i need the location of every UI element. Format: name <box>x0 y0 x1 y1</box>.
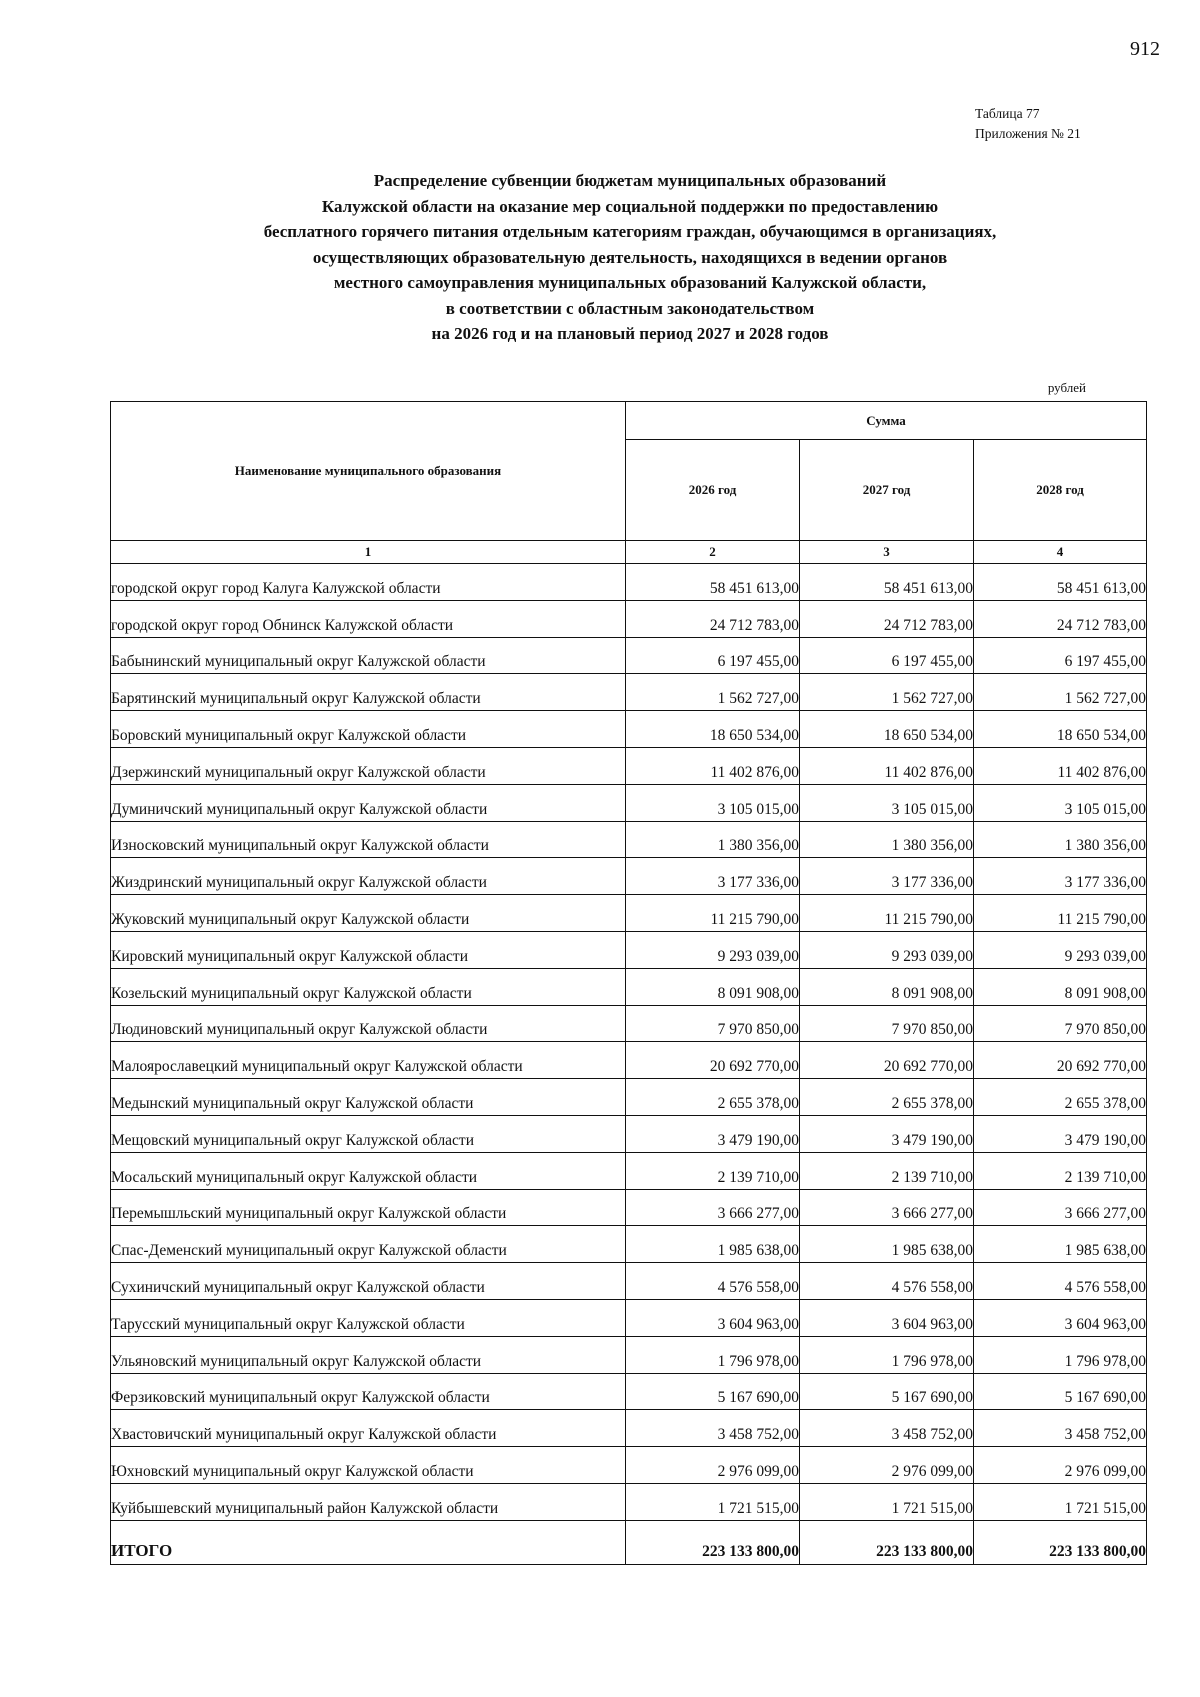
table-row <box>111 821 1147 858</box>
municipality-name: Барятинский муниципальный округ Калужской области <box>111 674 626 711</box>
header-year-2028: 2028 год <box>974 440 1147 541</box>
appendix-number: Приложения № 21 <box>975 126 1081 141</box>
amount-2026: 8 091 908,00 <box>626 968 800 1005</box>
amount-2028: 1 796 978,00 <box>974 1336 1147 1373</box>
amount-2028: 11 215 790,00 <box>974 895 1147 932</box>
amount-2026: 20 692 770,00 <box>626 1042 800 1079</box>
municipality-name: Кировский муниципальный округ Калужской области <box>111 931 626 968</box>
municipality-name: Малоярославецкий муниципальный округ Калужской области <box>111 1042 626 1079</box>
amount-2027: 1 985 638,00 <box>800 1226 974 1263</box>
table-row <box>111 1079 1147 1116</box>
total-label: ИТОГО <box>111 1520 626 1564</box>
amount-2026: 3 479 190,00 <box>626 1115 800 1152</box>
amount-2027: 1 796 978,00 <box>800 1336 974 1373</box>
total-2027: 223 133 800,00 <box>800 1520 974 1564</box>
amount-2028: 1 562 727,00 <box>974 674 1147 711</box>
amount-2026: 5 167 690,00 <box>626 1373 800 1410</box>
title-line: на 2026 год и на плановый период 2027 и 2028 годов <box>431 324 829 343</box>
amount-2028: 11 402 876,00 <box>974 747 1147 784</box>
amount-2028: 2 976 099,00 <box>974 1447 1147 1484</box>
amount-2027: 20 692 770,00 <box>800 1042 974 1079</box>
amount-2028: 3 666 277,00 <box>974 1189 1147 1226</box>
amount-2028: 58 451 613,00 <box>974 564 1147 601</box>
table-row <box>111 1189 1147 1226</box>
amount-2028: 1 721 515,00 <box>974 1483 1147 1520</box>
amount-2028: 3 105 015,00 <box>974 784 1147 821</box>
municipality-name: Козельский муниципальный округ Калужской области <box>111 968 626 1005</box>
amount-2026: 2 655 378,00 <box>626 1079 800 1116</box>
table-row <box>111 600 1147 637</box>
header-sum: Сумма <box>626 402 1147 440</box>
table-row <box>111 1005 1147 1042</box>
title-line: Калужской области на оказание мер социальной поддержки по предоставлению <box>321 196 939 216</box>
amount-2028: 9 293 039,00 <box>974 931 1147 968</box>
header-year-2026: 2026 год <box>626 440 800 541</box>
municipality-name: Жуковский муниципальный округ Калужской области <box>111 895 626 932</box>
amount-2028: 7 970 850,00 <box>974 1005 1147 1042</box>
amount-2028: 3 604 963,00 <box>974 1299 1147 1336</box>
title-line: Распределение субвенции бюджетам муниципальных образований <box>373 171 887 190</box>
amount-2027: 2 655 378,00 <box>800 1079 974 1116</box>
table-row <box>111 1226 1147 1263</box>
amount-2027: 18 650 534,00 <box>800 711 974 748</box>
municipality-name: Медынский муниципальный округ Калужской области <box>111 1079 626 1116</box>
table-row <box>111 1483 1147 1520</box>
total-2028: 223 133 800,00 <box>974 1520 1147 1564</box>
municipality-name: Боровский муниципальный округ Калужской области <box>111 711 626 748</box>
column-number: 3 <box>800 541 974 564</box>
municipality-name: Мещовский муниципальный округ Калужской области <box>111 1115 626 1152</box>
table-row <box>111 895 1147 932</box>
amount-2027: 11 402 876,00 <box>800 747 974 784</box>
table-row <box>111 711 1147 748</box>
amount-2026: 58 451 613,00 <box>626 564 800 601</box>
amount-2026: 18 650 534,00 <box>626 711 800 748</box>
amount-2027: 11 215 790,00 <box>800 895 974 932</box>
table-row <box>111 1410 1147 1447</box>
amount-2026: 1 562 727,00 <box>626 674 800 711</box>
municipality-name: Хвастовичский муниципальный округ Калужской области <box>111 1410 626 1447</box>
table-row <box>111 931 1147 968</box>
title-line: в соответствии с областным законодательством <box>445 298 815 318</box>
header-name: Наименование муниципального образования <box>111 402 626 541</box>
amount-2026: 11 402 876,00 <box>626 747 800 784</box>
amount-2026: 3 666 277,00 <box>626 1189 800 1226</box>
units-label: рублей <box>1047 380 1086 395</box>
table-row <box>111 784 1147 821</box>
column-number: 2 <box>626 541 800 564</box>
amount-2026: 1 985 638,00 <box>626 1226 800 1263</box>
column-number: 4 <box>974 541 1147 564</box>
amount-2026: 1 380 356,00 <box>626 821 800 858</box>
header-year-2027: 2027 год <box>800 440 974 541</box>
amount-2027: 58 451 613,00 <box>800 564 974 601</box>
municipality-name: Юхновский муниципальный округ Калужской области <box>111 1447 626 1484</box>
amount-2027: 1 562 727,00 <box>800 674 974 711</box>
municipality-name: Спас-Деменский муниципальный округ Калужской области <box>111 1226 626 1263</box>
amount-2026: 1 721 515,00 <box>626 1483 800 1520</box>
table-row <box>111 564 1147 601</box>
municipality-name: Тарусский муниципальный округ Калужской области <box>111 1299 626 1336</box>
amount-2028: 5 167 690,00 <box>974 1373 1147 1410</box>
municipality-name: Куйбышевский муниципальный район Калужской области <box>111 1483 626 1520</box>
municipality-name: городской округ город Обнинск Калужской области <box>111 600 626 637</box>
table-number: Таблица 77 <box>975 106 1040 121</box>
amount-2028: 3 479 190,00 <box>974 1115 1147 1152</box>
amount-2028: 24 712 783,00 <box>974 600 1147 637</box>
amount-2027: 3 666 277,00 <box>800 1189 974 1226</box>
table-row <box>111 637 1147 674</box>
table-row <box>111 1152 1147 1189</box>
total-2026: 223 133 800,00 <box>626 1520 800 1564</box>
amount-2026: 2 976 099,00 <box>626 1447 800 1484</box>
table-row <box>111 858 1147 895</box>
amount-2028: 6 197 455,00 <box>974 637 1147 674</box>
municipality-name: Дзержинский муниципальный округ Калужской области <box>111 747 626 784</box>
municipality-name: Людиновский муниципальный округ Калужской области <box>111 1005 626 1042</box>
amount-2026: 3 105 015,00 <box>626 784 800 821</box>
amount-2026: 2 139 710,00 <box>626 1152 800 1189</box>
amount-2028: 1 380 356,00 <box>974 821 1147 858</box>
amount-2027: 9 293 039,00 <box>800 931 974 968</box>
document-title <box>130 168 1130 347</box>
municipality-name: Перемышльский муниципальный округ Калужской области <box>111 1189 626 1226</box>
amount-2027: 3 479 190,00 <box>800 1115 974 1152</box>
municipality-name: Бабынинский муниципальный округ Калужской области <box>111 637 626 674</box>
table-row <box>111 968 1147 1005</box>
table-reference <box>975 104 1081 144</box>
amount-2026: 3 177 336,00 <box>626 858 800 895</box>
table-row <box>111 1042 1147 1079</box>
amount-2027: 5 167 690,00 <box>800 1373 974 1410</box>
table-row <box>111 1299 1147 1336</box>
municipality-name: Ульяновский муниципальный округ Калужской области <box>111 1336 626 1373</box>
amount-2028: 2 655 378,00 <box>974 1079 1147 1116</box>
municipality-name: Ферзиковский муниципальный округ Калужской области <box>111 1373 626 1410</box>
amount-2026: 7 970 850,00 <box>626 1005 800 1042</box>
municipality-name: Мосальский муниципальный округ Калужской области <box>111 1152 626 1189</box>
amount-2026: 1 796 978,00 <box>626 1336 800 1373</box>
amount-2027: 3 458 752,00 <box>800 1410 974 1447</box>
table-row <box>111 1373 1147 1410</box>
amount-2026: 3 458 752,00 <box>626 1410 800 1447</box>
amount-2027: 1 721 515,00 <box>800 1483 974 1520</box>
amount-2026: 9 293 039,00 <box>626 931 800 968</box>
amount-2027: 8 091 908,00 <box>800 968 974 1005</box>
table-row <box>111 1263 1147 1300</box>
amount-2026: 3 604 963,00 <box>626 1299 800 1336</box>
table-row <box>111 674 1147 711</box>
amount-2028: 2 139 710,00 <box>974 1152 1147 1189</box>
title-line: осуществляющих образовательную деятельность, находящихся в ведении органов <box>312 247 948 267</box>
amount-2027: 24 712 783,00 <box>800 600 974 637</box>
municipality-name: городской округ город Калуга Калужской области <box>111 564 626 601</box>
amount-2028: 3 177 336,00 <box>974 858 1147 895</box>
amount-2028: 3 458 752,00 <box>974 1410 1147 1447</box>
table-row <box>111 1115 1147 1152</box>
table-row <box>111 1447 1147 1484</box>
amount-2027: 6 197 455,00 <box>800 637 974 674</box>
column-number: 1 <box>111 541 626 564</box>
amount-2028: 18 650 534,00 <box>974 711 1147 748</box>
municipality-name: Жиздринский муниципальный округ Калужской области <box>111 858 626 895</box>
amount-2027: 2 976 099,00 <box>800 1447 974 1484</box>
amount-2028: 1 985 638,00 <box>974 1226 1147 1263</box>
municipality-name: Сухиничский муниципальный округ Калужской области <box>111 1263 626 1300</box>
municipality-name: Думиничский муниципальный округ Калужской области <box>111 784 626 821</box>
amount-2026: 4 576 558,00 <box>626 1263 800 1300</box>
amount-2027: 2 139 710,00 <box>800 1152 974 1189</box>
amount-2027: 3 177 336,00 <box>800 858 974 895</box>
amount-2027: 3 604 963,00 <box>800 1299 974 1336</box>
municipality-name: Износковский муниципальный округ Калужской области <box>111 821 626 858</box>
amount-2027: 4 576 558,00 <box>800 1263 974 1300</box>
amount-2027: 7 970 850,00 <box>800 1005 974 1042</box>
page-number: 912 <box>1130 38 1160 60</box>
total-row <box>111 1520 1147 1564</box>
amount-2027: 1 380 356,00 <box>800 821 974 858</box>
title-line: бесплатного горячего питания отдельным категориям граждан, обучающимся в организациях, <box>263 222 997 241</box>
amount-2026: 11 215 790,00 <box>626 895 800 932</box>
table-row <box>111 747 1147 784</box>
amount-2026: 24 712 783,00 <box>626 600 800 637</box>
amount-2028: 8 091 908,00 <box>974 968 1147 1005</box>
title-line: местного самоуправления муниципальных образований Калужской области, <box>333 273 927 292</box>
amount-2027: 3 105 015,00 <box>800 784 974 821</box>
table-row <box>111 1336 1147 1373</box>
amount-2026: 6 197 455,00 <box>626 637 800 674</box>
amount-2028: 20 692 770,00 <box>974 1042 1147 1079</box>
subvention-table <box>110 401 1147 1565</box>
amount-2028: 4 576 558,00 <box>974 1263 1147 1300</box>
